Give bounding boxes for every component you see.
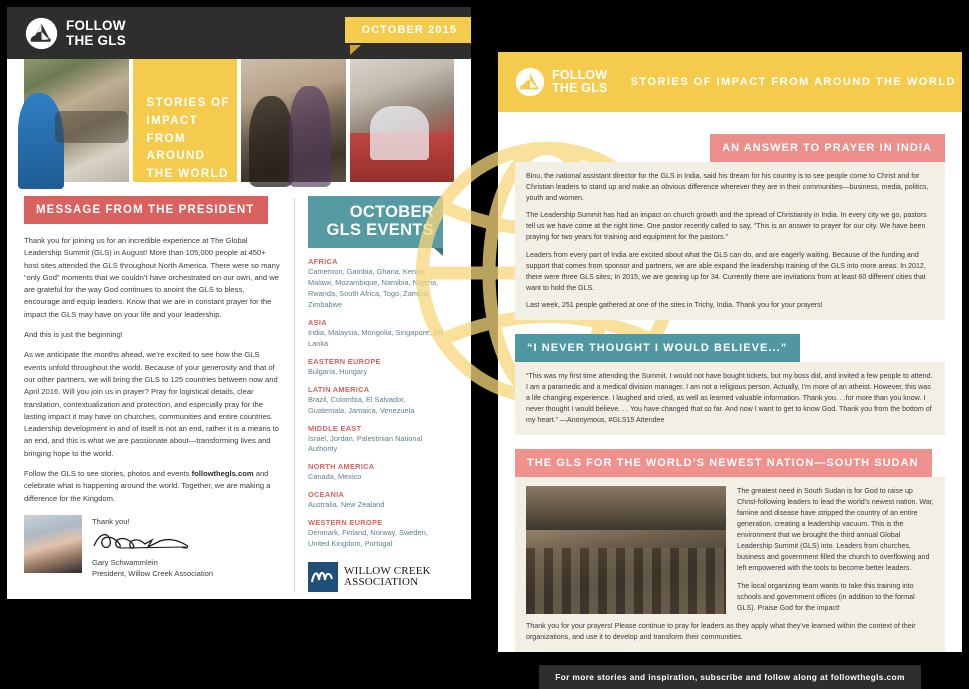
- signer-name: Gary Schwammlein: [92, 557, 158, 567]
- events-title-line-1: OCTOBER: [349, 203, 434, 221]
- hero-photo-seated-crowd: [350, 59, 455, 182]
- wca-swash-icon: [308, 562, 338, 592]
- events-fold-decoration: [434, 248, 443, 256]
- region-name: MIDDLE EAST: [308, 423, 362, 433]
- p4-after: and celebrate what is happening around the world. Together, we are making a difference for the Kingdom.: [24, 469, 271, 503]
- left-page: [7, 7, 471, 599]
- sudan-paragraph-1: The greatest need in South Sudan is for God to raise up Christ-following leaders to lead the world’s newest nation. War, famine and disease have stripped the country of an entire generation, creating a leadership vacuum. This is the environment that we brought the third annual Global Leadership Summit (GLS) into. Leaders from churches, business and government filled the church to overflowing and left empowered with the tools to become better leaders.: [737, 487, 934, 573]
- india-paragraph-2: The Leadership Summit has had an impact on church growth and the spread of Christianity in India. In every city we go, pastors tell us we have come at the right time. One pastor recently called to say, “This is an answer to prayer for our city. We have been praying for two years for training and equipment for the pastors.”: [526, 211, 927, 242]
- region-countries: Cameroon, Gambia, Ghana, Kenya, Malawi, Mozambique, Namibia, Nigeria, Rwanda, South Africa, Togo, Zambia, Zimbabwe: [308, 266, 439, 309]
- india-paragraph-4: Last week, 251 people gathered at one of the sites in Trichy, India. Thank you for your prayers!: [526, 301, 823, 310]
- mountain-circle-icon: [25, 17, 58, 50]
- sudan-summit-photo: [526, 486, 726, 614]
- president-paragraph-1: Thank you for joining us for an incredible experience at The Global Leadership Summit (GLS) in August! More than 105,000 people at 450+ host sites attended the GLS throughout North America. There were so many “only God” moments that we couldn’t have orchestrated on our own, and we are grateful for the way God continues to anoint the GLS to bless, encourage and equip leaders. Know that we are in constant prayer for the impact the GLS may have on your life and your leadership.: [24, 236, 280, 319]
- sudan-section-banner: [515, 449, 932, 477]
- india-paragraph-3: Leaders from every part of India are excited about what the GLS can do, and are eagerly waiting. Because of the funding and support that comes from sponsor and partners, we are able expand the leadership training of the GLS into more areas. In 2012, there were three GLS sites; In 2015, we are gearing up for 34. Currently there are invitations from at least 60 different cities that want to hold the GLS.: [526, 250, 926, 292]
- region-block: [308, 385, 443, 417]
- region-name: NORTH AMERICA: [308, 462, 375, 472]
- p4-before: Follow the GLS to see stories, photos and events: [24, 469, 192, 479]
- sudan-banner-row: [515, 449, 945, 477]
- believe-quote-text: “This was my first time attending the Summit. I would not have bought tickets, but my boss did, and invited a few people to attend. I am a paramedic and a medical division manager. I am not a religious person. Actually, I’m more of an atheist. However, this was a life changing experience. I laughed and cried, as well as learned valuable information. Thank you. . .for more than you know. I never thought I would believe. . . You have changed that so far. And now I want to get to know God. Thank you from the bottom of my heart.” —Anonymous, #GLS15 Attendee: [526, 372, 933, 425]
- signature-block: [24, 515, 280, 580]
- region-name: WESTERN EUROPE: [308, 518, 383, 528]
- region-name: ASIA: [308, 317, 327, 327]
- region-name: EASTERN EUROPE: [308, 356, 381, 366]
- followthegls-link[interactable]: followthegls.com: [191, 469, 254, 479]
- region-name: OCEANIA: [308, 490, 345, 500]
- region-block: [308, 424, 443, 456]
- hero-title: STORIES OF IMPACT FROM AROUND THE WORLD: [146, 97, 230, 181]
- region-countries: Bulgaria, Hungary: [308, 366, 368, 376]
- sudan-paragraph-2: The local organizing team wants to take this training into schools and government offices (in addition to the formal GLS). Praise God for the impact!: [737, 581, 915, 612]
- region-name: LATIN AMERICA: [308, 384, 370, 394]
- region-block: [308, 462, 443, 483]
- handwritten-signature-icon: [90, 528, 210, 554]
- believe-quote-card: [515, 362, 945, 435]
- thank-you-line: Thank you!: [92, 516, 130, 526]
- region-name: AFRICA: [308, 256, 338, 266]
- follow-the-gls-logo: [25, 17, 126, 50]
- left-page-body: [7, 182, 471, 592]
- logo-wordmark: [552, 69, 608, 96]
- right-page-header: [498, 52, 962, 112]
- ribbon-fold-decoration: [350, 45, 361, 55]
- region-countries: India, Malaysia, Mongolia, Singapore, Sri Lanka: [308, 327, 443, 348]
- india-paragraph-1: Binu, the national assistant director for the GLS in India, said his dream for his country is to see people come to Christ and for Christian leaders to stand up and make an obvious difference wherever they are in their communities—business, media, politics, youth and women.: [526, 172, 929, 202]
- right-page-tagline: STORIES OF IMPACT FROM AROUND THE WORLD: [630, 76, 956, 88]
- region-block: [308, 318, 443, 350]
- right-page-body: [498, 112, 962, 683]
- issue-date-badge: OCTOBER 2015: [345, 17, 471, 43]
- region-block: [308, 257, 443, 311]
- hero-photo-attendees: [241, 59, 346, 182]
- region-block: [308, 357, 443, 378]
- logo-line-1: FOLLOW: [552, 67, 608, 82]
- wca-mark-icon: [308, 562, 338, 592]
- follow-the-gls-logo: [515, 67, 608, 97]
- logo-line-1: FOLLOW: [66, 17, 126, 33]
- wca-wordmark: [344, 566, 431, 589]
- wca-line-2: ASSOCIATION: [344, 576, 419, 589]
- president-banner: MESSAGE FROM THE PRESIDENT: [24, 196, 268, 224]
- left-page-header: [7, 7, 471, 59]
- region-countries: Israel, Jordan, Palestinian National Authority: [308, 433, 423, 454]
- signature-text-group: [92, 515, 213, 580]
- wca-line-1: WILLOW CREEK: [344, 564, 431, 577]
- october-events-header: [308, 196, 443, 248]
- logo-line-2: THE GLS: [66, 32, 126, 48]
- willow-creek-association-logo: [308, 562, 443, 592]
- president-paragraph-4: [24, 468, 280, 505]
- logo-wordmark: [66, 19, 126, 48]
- india-section-banner: [710, 134, 945, 162]
- india-story-card: [515, 162, 945, 320]
- president-message-column: [24, 196, 294, 592]
- india-banner-label: AN ANSWER TO PRAYER IN INDIA: [722, 142, 932, 154]
- region-countries: Brazil, Colombia, El Salvador, Guatemala, Jamaica, Venezuela: [308, 394, 415, 415]
- sudan-story-card: [515, 477, 945, 652]
- president-banner-wrap: [24, 196, 280, 224]
- hero-title-panel: [133, 59, 238, 182]
- subscribe-footer-bar[interactable]: For more stories and inspiration, subscribe and follow along at followthegls.com: [539, 665, 921, 689]
- president-paragraph-3: As we anticipate the months ahead, we’re excited to see how the GLS events unfold throughout the world. Because of your generosity and that of our other partners, we will bring the GLS to 125 countries between now and April 2016. Will you join us in prayer? Pray for logistical details, clear translation, contextualization and protection, and especially pray for the lasting impact it may have on churches, communities and entire countries. Leadership development in and of itself is not an end, rather it is a means to an end, and this is what we are passionate about—transforming lives and bringing hope to the world.: [24, 350, 279, 458]
- logo-line-2: THE GLS: [552, 81, 608, 95]
- believe-section-banner: [515, 334, 800, 362]
- region-countries: Canada, Mexico: [308, 472, 362, 482]
- president-paragraph-2: And this is just the beginning!: [24, 330, 123, 340]
- events-column: [295, 196, 443, 592]
- sudan-banner-label: THE GLS FOR THE WORLD’S NEWEST NATION—SOUTH SUDAN: [527, 457, 919, 470]
- president-headshot: [24, 515, 82, 573]
- region-countries: Denmark, Finland, Norway, Sweden, United Kingdom, Portugal: [308, 528, 428, 549]
- region-block: [308, 490, 443, 511]
- right-page: [498, 52, 962, 683]
- mountain-circle-icon: [515, 67, 545, 97]
- region-block: [308, 518, 443, 550]
- believe-banner-row: [515, 334, 945, 362]
- sudan-content-row: [526, 486, 934, 614]
- believe-banner-label: “I NEVER THOUGHT I WOULD BELIEVE...”: [527, 342, 788, 355]
- india-banner-row: [515, 112, 945, 162]
- sudan-text-column: [737, 486, 934, 614]
- region-countries: Australia, New Zealand: [308, 500, 385, 510]
- hero-image-strip: [24, 59, 454, 182]
- sudan-paragraph-3: Thank you for your prayers! Please continue to pray for leaders as they apply what they’ve learned within the context of their organizations, and use it to develop and transform their communities.: [526, 622, 916, 642]
- hero-photo-gls-south-sudan: [24, 59, 129, 182]
- signer-title: President, Willow Creek Association: [92, 569, 214, 579]
- events-title-line-2: GLS EVENTS: [326, 221, 434, 240]
